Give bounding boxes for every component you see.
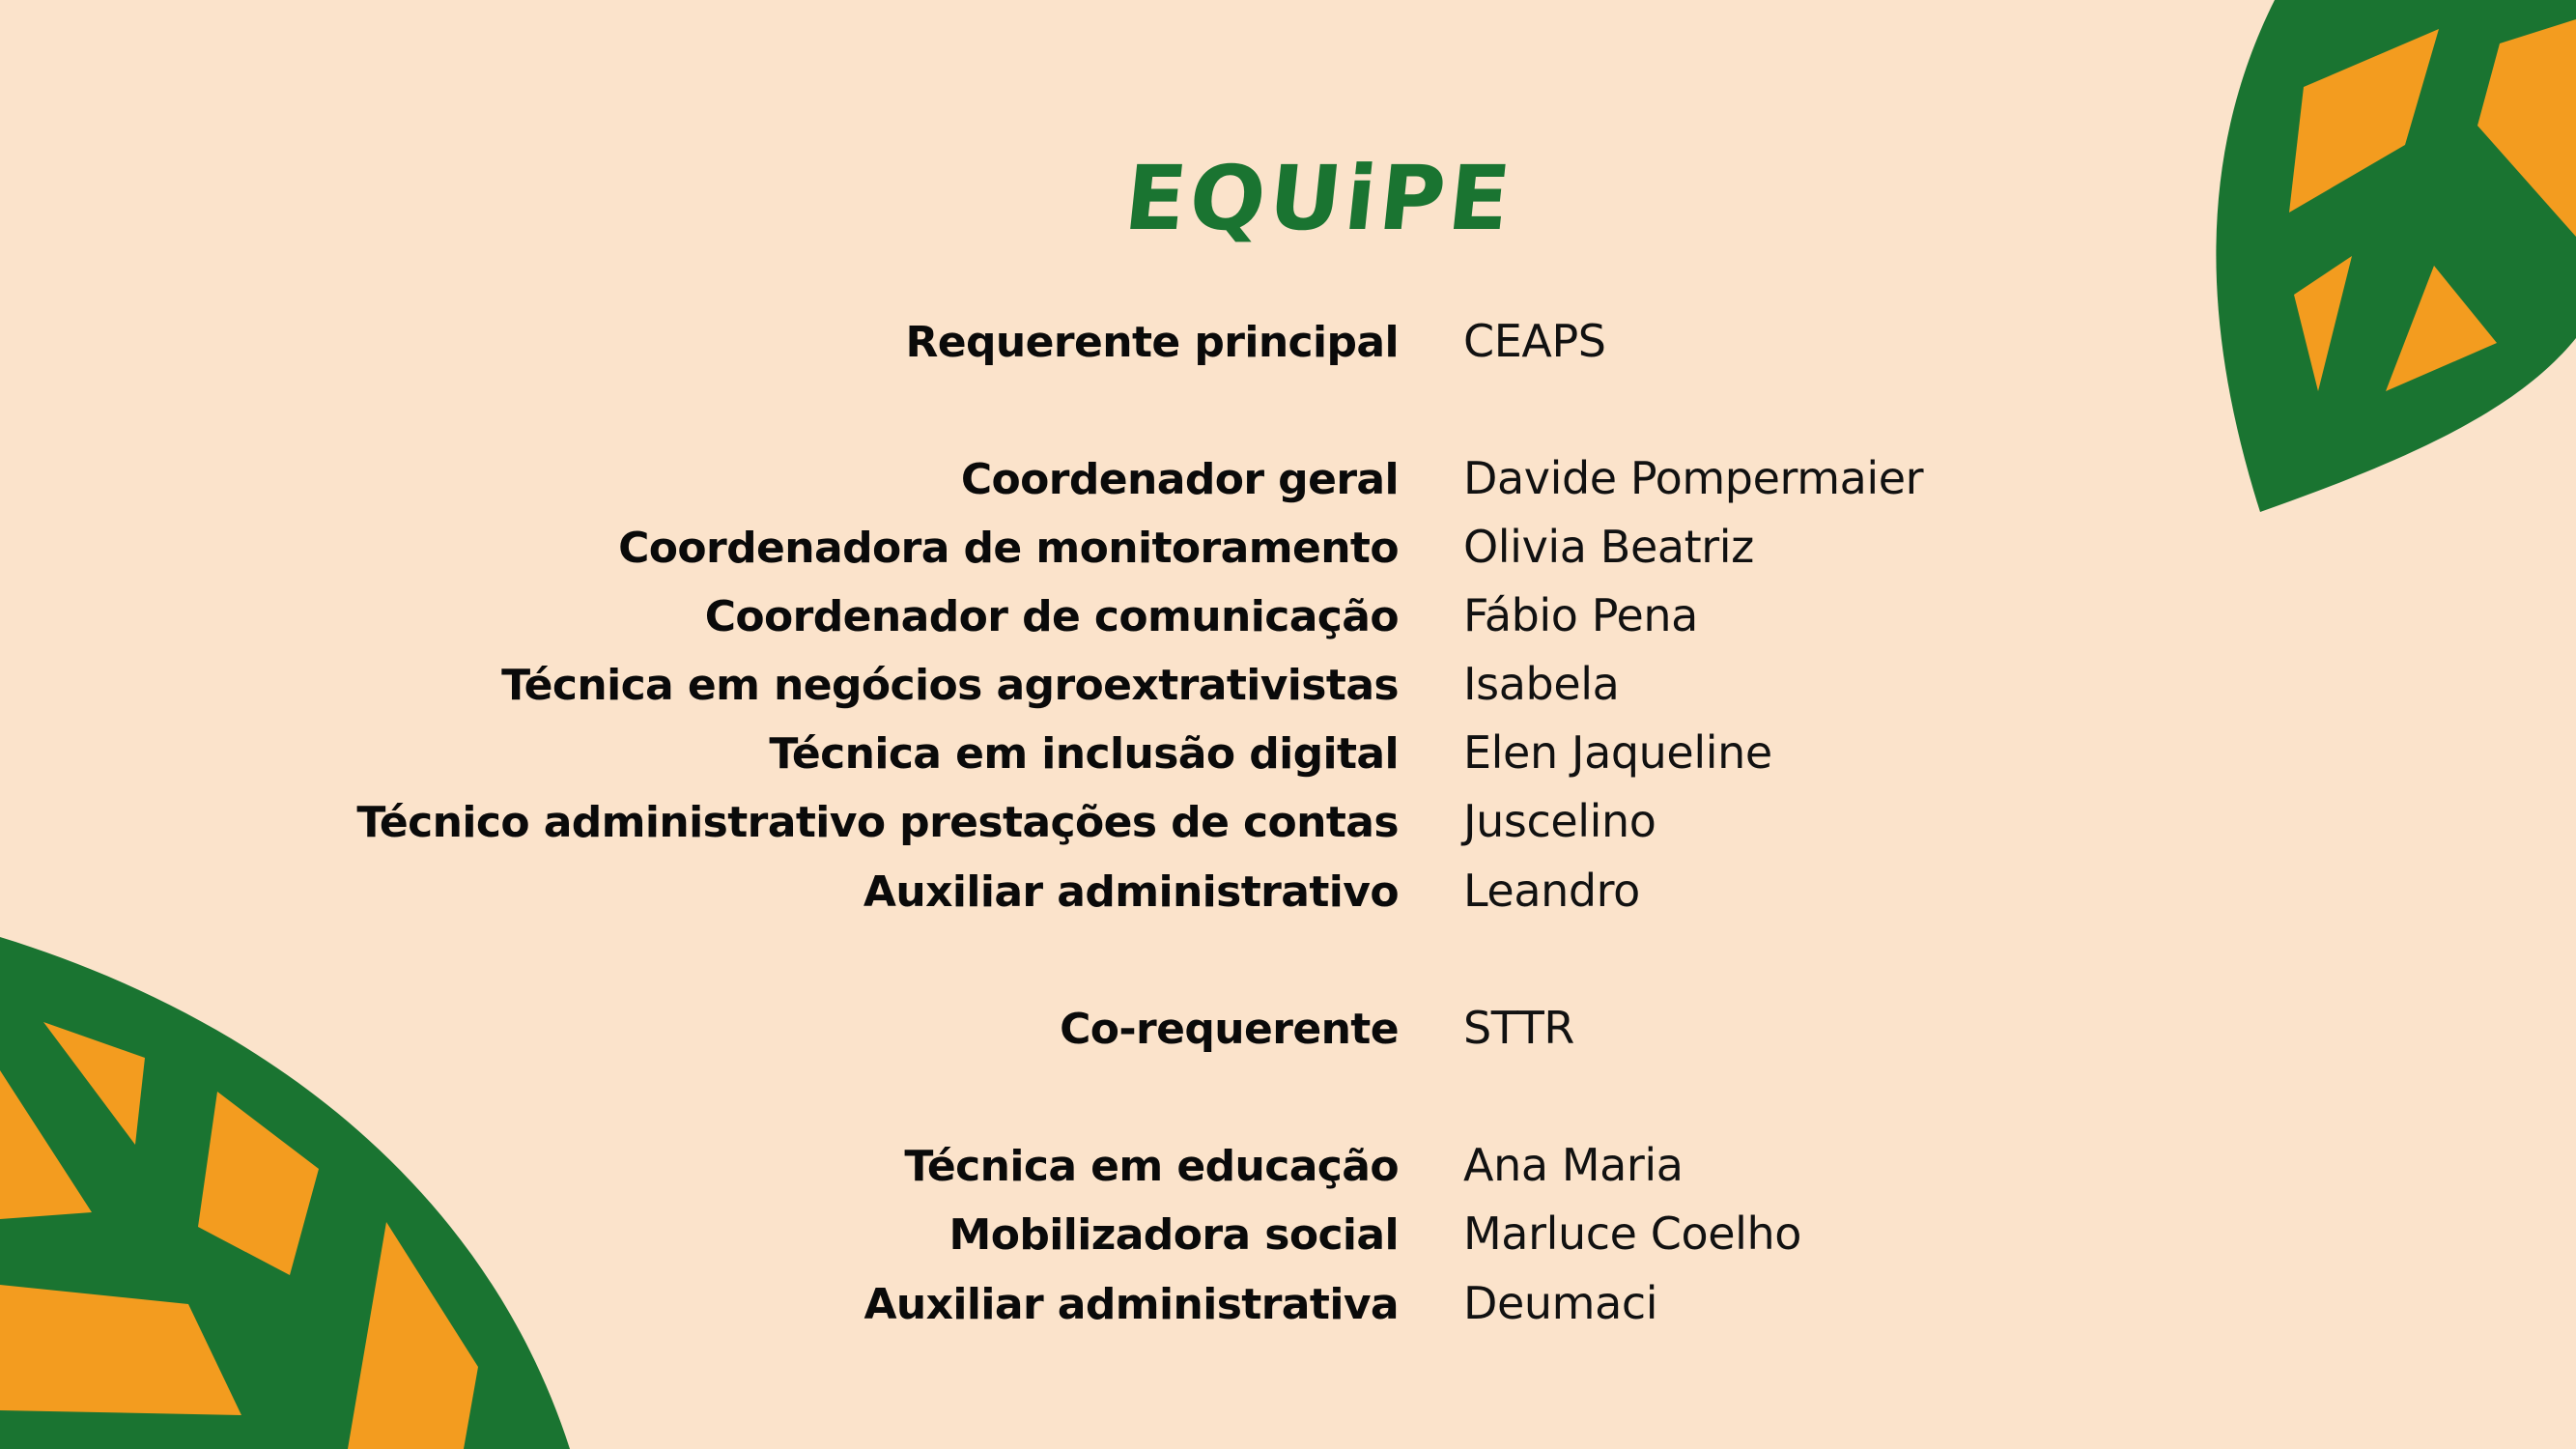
leaf-icon: [0, 927, 580, 1449]
role-label: Co-requerente: [1060, 1005, 1399, 1054]
role-label: Auxiliar administrativa: [863, 1280, 1399, 1329]
member-name: Fábio Pena: [1463, 589, 1698, 641]
member-name: CEAPS: [1463, 315, 1606, 367]
role-label: Requerente principal: [905, 318, 1399, 367]
member-name: Ana Maria: [1463, 1139, 1684, 1191]
role-label: Técnico administrativo prestações de contas: [356, 798, 1399, 847]
member-name: Deumaci: [1463, 1277, 1658, 1329]
role-label: Coordenador geral: [960, 455, 1399, 504]
member-name: Elen Jaqueline: [1463, 726, 1772, 779]
leaf-icon: [2193, 0, 2576, 522]
role-label: Técnica em negócios agroextrativistas: [501, 661, 1399, 710]
role-label: Mobilizadora social: [948, 1210, 1399, 1260]
role-label: Técnica em educação: [904, 1142, 1399, 1191]
member-name: Isabela: [1463, 658, 1620, 710]
role-label: Coordenadora de monitoramento: [618, 524, 1399, 573]
page-title: EQUiPE: [1119, 147, 1519, 250]
member-name: Davide Pompermaier: [1463, 452, 1924, 504]
role-label: Coordenador de comunicação: [704, 592, 1399, 641]
role-label: Auxiliar administrativo: [863, 867, 1399, 917]
role-label: Técnica em inclusão digital: [769, 729, 1399, 779]
member-name: Juscelino: [1463, 795, 1656, 847]
member-name: Leandro: [1463, 865, 1640, 917]
member-name: STTR: [1463, 1002, 1574, 1054]
member-name: Olivia Beatriz: [1463, 521, 1754, 573]
member-name: Marluce Coelho: [1463, 1208, 1801, 1260]
